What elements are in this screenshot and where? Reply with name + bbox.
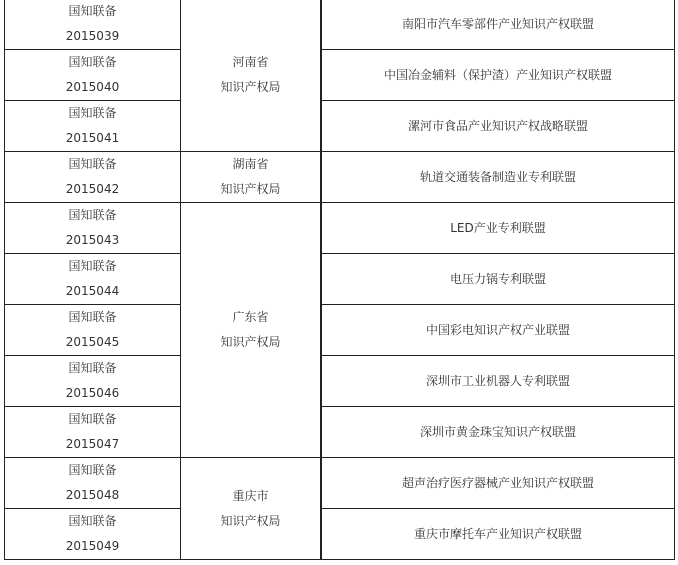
alliance-name-cell: 超声治疗医疗器械产业知识产权联盟 [322,458,675,509]
org-bureau: 知识产权局 [220,335,281,349]
table-row [5,50,675,101]
record-id-cell [5,50,181,101]
table-row [5,152,675,203]
record-id-number: 2015044 [65,284,120,298]
record-id-number: 2015043 [65,233,120,247]
record-id-prefix: 国知联备 [68,259,117,273]
alliance-name-cell: 电压力锅专利联盟 [322,254,675,305]
record-id-prefix: 国知联备 [68,412,117,426]
org-cell [181,458,321,560]
org-bureau: 知识产权局 [220,513,281,528]
record-id-prefix: 国知联备 [68,361,117,375]
table-row [5,305,675,356]
alliance-registry-table-container [4,0,675,560]
org-region: 重庆市 [232,488,269,503]
record-id-number: 2015049 [65,539,120,553]
record-id-number: 2015046 [65,386,120,400]
org-bureau: 知识产权局 [220,182,281,196]
record-id-prefix: 国知联备 [68,106,117,120]
record-id-cell [5,509,181,560]
alliance-name-cell: 中国冶金辅料（保护渣）产业知识产权联盟 [322,50,675,101]
record-id-number: 2015041 [65,131,120,145]
record-id-prefix: 国知联备 [68,4,117,18]
alliance-name-cell: 重庆市摩托车产业知识产权联盟 [322,509,675,560]
org-region: 河南省 [232,55,269,69]
record-id-cell [5,356,181,407]
record-id-number: 2015045 [65,335,120,349]
record-id-prefix: 国知联备 [68,157,117,171]
alliance-name-cell: 漯河市食品产业知识产权战略联盟 [322,101,675,152]
alliance-name-cell: 深圳市黄金珠宝知识产权联盟 [322,407,675,458]
record-id-prefix: 国知联备 [68,55,117,69]
alliance-name-cell: LED产业专利联盟 [322,203,675,254]
alliance-name-cell: 南阳市汽车零部件产业知识产权联盟 [322,0,675,50]
record-id-cell [5,0,181,50]
record-id-number: 2015040 [65,80,120,94]
org-region: 广东省 [232,310,269,324]
org-bureau: 知识产权局 [220,80,281,94]
table-row [5,0,675,50]
table-row [5,509,675,560]
table-row [5,203,675,254]
record-id-number: 2015048 [65,488,120,502]
record-id-number: 2015047 [65,437,120,451]
table-row [5,101,675,152]
org-cell [181,152,321,203]
record-id-cell [5,203,181,254]
record-id-cell [5,305,181,356]
table-row [5,407,675,458]
record-id-cell [5,101,181,152]
table-row [5,458,675,509]
record-id-prefix: 国知联备 [68,310,117,324]
record-id-number: 2015039 [65,29,120,43]
alliance-registry-table [4,0,675,560]
org-cell [181,0,321,152]
table-row [5,356,675,407]
org-region: 湖南省 [232,157,269,171]
table-row [5,254,675,305]
record-id-cell [5,254,181,305]
alliance-name-cell: 中国彩电知识产权产业联盟 [322,305,675,356]
record-id-cell [5,152,181,203]
record-id-cell [5,407,181,458]
record-id-prefix: 国知联备 [68,208,117,222]
record-id-cell [5,458,181,509]
alliance-name-cell: 轨道交通装备制造业专利联盟 [322,152,675,203]
record-id-prefix: 国知联备 [68,514,117,528]
record-id-number: 2015042 [65,182,120,196]
alliance-name-cell: 深圳市工业机器人专利联盟 [322,356,675,407]
org-cell [181,203,321,458]
record-id-prefix: 国知联备 [68,463,117,477]
